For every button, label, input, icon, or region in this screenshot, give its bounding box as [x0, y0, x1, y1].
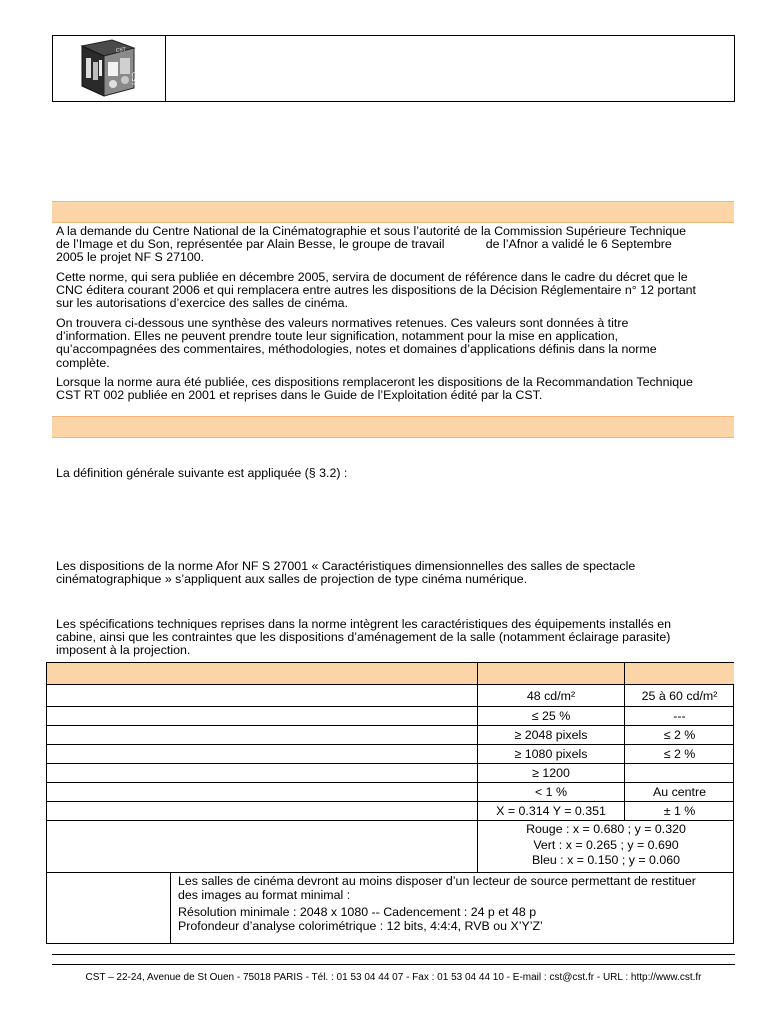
table-cell-value	[477, 764, 624, 782]
text-line: complète.	[56, 355, 110, 370]
table-row	[47, 763, 733, 782]
specifications-paragraph	[56, 618, 722, 658]
text-line: qu’accompagnées des commentaires, méthodologies, notes et domaines d’applications définis dans la norme	[56, 342, 657, 357]
table-cell-tolerance	[624, 707, 734, 725]
text-line: Les salles de cinéma devront au moins disposer d’un lecteur de source permettant de restituer	[178, 874, 696, 888]
table-cell-tolerance	[624, 802, 734, 820]
table-cell-label	[47, 707, 477, 725]
table-cell-value	[477, 707, 624, 725]
intro-paragraph-4	[56, 376, 722, 402]
cell-text: ≤ 2 %	[663, 747, 696, 761]
cell-text: ≥ 1200	[532, 766, 570, 780]
text-line: CNC éditera courant 2006 et qui remplacera entre autres les dispositions de la Décision Réglementaire n° 12 portant	[56, 283, 696, 298]
cell-text: 25 à 60 cd/m²	[641, 689, 718, 703]
table-header-row	[47, 663, 733, 684]
text-line: de l’Image et du Son, représentée par Alain Besse, le groupe de travail de l’Afnor a validé le 6 Septembre	[56, 237, 672, 252]
table-row	[47, 706, 733, 725]
cell-text: ---	[673, 709, 686, 723]
table-cell-label	[47, 764, 477, 782]
table-row	[47, 725, 733, 744]
intro-paragraph-2	[56, 271, 722, 311]
table-row	[47, 744, 733, 763]
text-line: Les dispositions de la norme Afor NF S 27001 « Caractéristiques dimensionnelles des salles de spectacle	[56, 559, 636, 573]
text-line: A la demande du Centre National de la Cinématographie et sous l’autorité de la Commission Supérieure Technique	[56, 224, 687, 238]
cell-text: ≤ 2 %	[663, 728, 696, 742]
text-line: Cette norme, qui sera publiée en décembre 2005, servira de document de référence dans le cadre du décret que le	[56, 270, 688, 284]
cell-text: Au centre	[652, 785, 707, 799]
table-cell-label	[47, 783, 477, 801]
cell-text-green: Vert : x = 0.265 ; y = 0.690	[533, 837, 679, 852]
intro-paragraph-1	[56, 225, 722, 265]
text-line: cabine, ainsi que les contraintes que les dispositions d’aménagement de la salle (notamment éclairage parasite)	[56, 630, 671, 645]
table-header-cell	[477, 663, 624, 684]
cell-text: ≥ 2048 pixels	[514, 728, 588, 742]
text-line: d’information. Elles ne peuvent prendre toute leur signification, notamment pour la mise en application,	[56, 329, 619, 344]
table-cell-tolerance	[624, 764, 734, 782]
cell-text-red: Rouge : x = 0.680 ; y = 0.320	[526, 822, 686, 836]
table-header-cell	[47, 663, 477, 684]
table-cell-label	[47, 821, 477, 872]
table-cell-primaries	[477, 821, 734, 872]
footer-contact: CST – 22-24, Avenue de St Ouen - 75018 PARIS - Tél. : 01 53 04 44 07 - Fax : 01 53 04 44 10 - E-mail : cst@cst.fr - URL : http://www.cst.fr	[85, 972, 702, 983]
table-cell-label	[47, 873, 171, 943]
cell-text-blue: Bleu : x = 0.150 ; y = 0.060	[531, 853, 681, 867]
text-line: On trouvera ci-dessous une synthèse des valeurs normatives retenues. Ces valeurs sont données à titre	[56, 316, 629, 330]
table-cell-source-text	[178, 875, 723, 933]
cell-text: X = 0.314 Y = 0.351	[496, 804, 606, 818]
cell-text	[625, 764, 734, 766]
footer-rule	[52, 954, 735, 955]
cell-text: < 1 %	[534, 785, 568, 799]
text-line: sur les autorisations d’exercice des salles de cinéma.	[56, 296, 349, 311]
text-line: Les spécifications techniques reprises dans la norme intègrent les caractéristiques des équipements installés en	[56, 617, 672, 631]
section-band-2	[52, 416, 734, 438]
svg-text:CST: CST	[115, 46, 127, 54]
table-row	[47, 782, 733, 801]
table-row	[47, 801, 733, 820]
cell-text: ± 1 %	[663, 804, 696, 818]
table-cell-label	[47, 726, 477, 744]
cell-text: ≤ 25 %	[531, 709, 571, 723]
cell-text: 48 cd/m²	[526, 689, 576, 703]
spec-table	[46, 662, 734, 944]
definition-text	[56, 467, 722, 480]
dimensions-paragraph	[56, 560, 722, 586]
text-line: Lorsque la norme aura été publiée, ces dispositions remplaceront les dispositions de la Recommandation Technique	[56, 375, 693, 389]
text-line: Résolution minimale : 2048 x 1080 -- Cadencement : 24 p et 48 p	[178, 905, 537, 919]
table-cell-value	[477, 745, 624, 763]
text-line: La définition générale suivante est appliquée (§ 3.2) :	[56, 466, 348, 480]
text-line: CST RT 002 publiée en 2001 et reprises dans le Guide de l’Exploitation édité par la CST.	[56, 388, 543, 403]
footer-rule	[52, 964, 735, 965]
table-header-cell	[624, 663, 734, 684]
text-line: des images au format minimal :	[178, 887, 351, 902]
table-cell-value	[477, 802, 624, 820]
table-cell-label	[47, 745, 477, 763]
table-row-colorimetry	[47, 820, 733, 872]
cell-text: ≥ 1080 pixels	[514, 747, 588, 761]
text-line: Profondeur d’analyse colorimétrique : 12 bits, 4:4:4, RVB ou X’Y’Z’	[178, 918, 543, 933]
header-divider	[165, 35, 166, 102]
table-cell-label	[47, 802, 477, 820]
text-line: 2005 le projet NF S 27100.	[56, 250, 205, 265]
cst-logo	[72, 38, 158, 98]
section-band-1	[52, 201, 734, 223]
table-row-source	[47, 872, 733, 943]
text-line: imposent à la projection.	[56, 643, 191, 658]
table-cell-value	[477, 726, 624, 744]
table-cell-tolerance	[624, 783, 734, 801]
table-cell-tolerance	[624, 726, 734, 744]
table-cell-value	[477, 783, 624, 801]
table-row	[47, 684, 733, 706]
text-line: cinématographique » s’appliquent aux salles de projection de type cinéma numérique.	[56, 572, 528, 587]
table-cell-label	[47, 685, 477, 706]
intro-paragraph-3	[56, 317, 722, 370]
svg-text:CST: CST	[130, 72, 137, 86]
table-cell-tolerance	[624, 685, 734, 706]
table-cell-tolerance	[624, 745, 734, 763]
table-cell-value	[477, 685, 624, 706]
